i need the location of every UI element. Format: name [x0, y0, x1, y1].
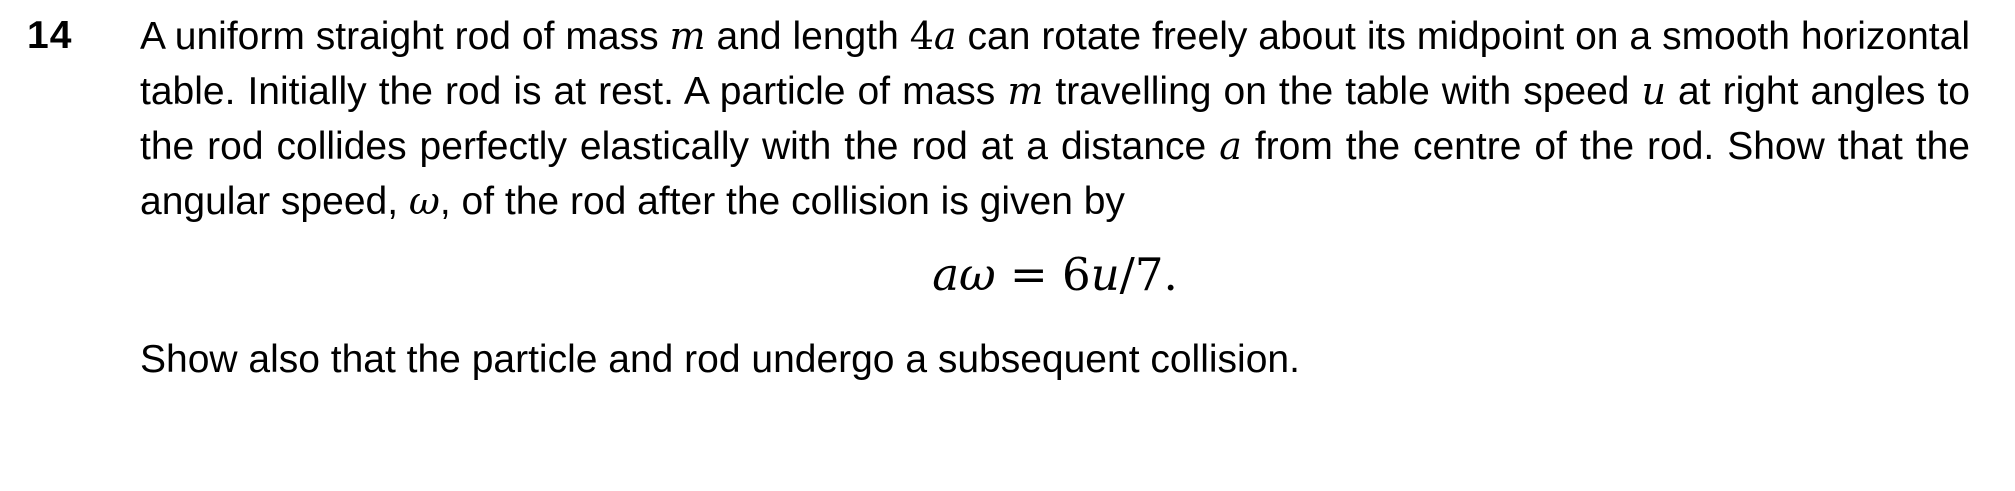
- text-run: A uniform straight rod of mass: [140, 15, 670, 58]
- slash-operator: /: [1119, 248, 1135, 301]
- question-number: 14: [27, 14, 73, 57]
- math-var-m: m: [1007, 69, 1044, 113]
- math-num-6: 6: [1062, 248, 1091, 301]
- math-var-a-omega: aω: [932, 248, 996, 301]
- math-var-a: a: [1219, 124, 1242, 168]
- text-run: at right angles to the rod collides perfectly elastically with the rod at a distance: [140, 70, 1970, 168]
- period: .: [1163, 248, 1178, 301]
- math-var-u: u: [1641, 69, 1666, 113]
- text-run: and length: [705, 15, 910, 58]
- followup-text: Show also that the particle and rod undergo a subsequent collision.: [140, 338, 1300, 381]
- display-equation: [140, 247, 1970, 303]
- math-var-u: u: [1090, 248, 1120, 301]
- text-run: can rotate freely about its midpoint on a smooth horizontal table. Initially the rod is at rest. A particle of mass: [140, 15, 1970, 113]
- text-run: , of the rod after the collision is given by: [439, 180, 1125, 223]
- math-var-a: a: [933, 14, 957, 58]
- math-var-m: m: [669, 14, 706, 58]
- math-num-4: 4: [909, 14, 934, 58]
- question-text: [140, 9, 1970, 229]
- text-run: from the centre of the rod. Show that the angular speed,: [140, 125, 1970, 223]
- equals-operator: =: [995, 248, 1063, 301]
- math-var-omega: ω: [408, 179, 440, 223]
- text-run: travelling on the table with speed: [1043, 70, 1642, 113]
- question-body: [140, 9, 1970, 387]
- math-num-7: 7: [1134, 248, 1164, 301]
